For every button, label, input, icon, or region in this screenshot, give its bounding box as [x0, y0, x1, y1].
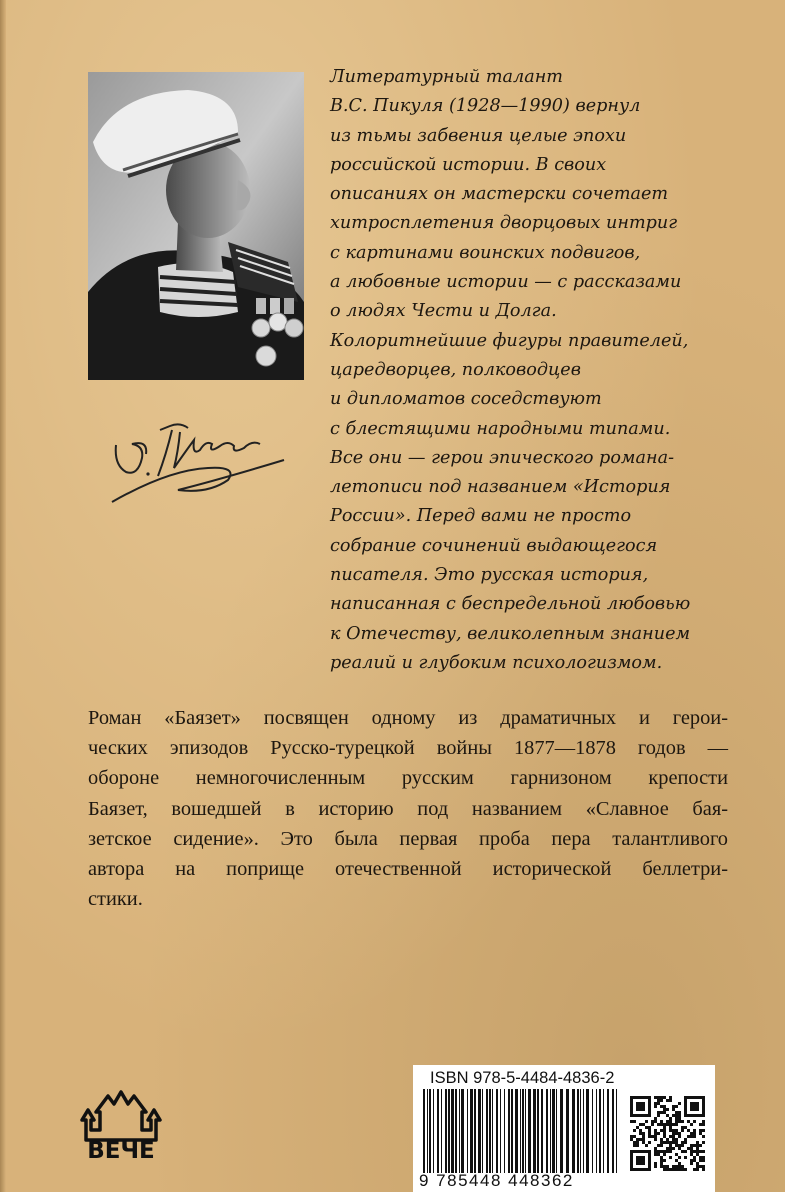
intro-paragraph — [330, 63, 770, 678]
intro-line: с картинами воинских подвигов, — [330, 242, 641, 263]
description-line: Баязет, вошедшей в историю под названием «Славное бая- — [88, 797, 728, 820]
intro-line: описаниях он мастерски сочетает — [330, 184, 669, 205]
description-line: зетское сидение». Это была первая проба пера талантливого — [88, 827, 728, 850]
description-line: автора на поприще отечественной исторической беллетри- — [88, 858, 728, 881]
intro-line: Колоритнейшие фигуры правителей, — [330, 330, 689, 351]
intro-line: летописи под названием «История — [330, 477, 671, 498]
publisher-logo — [80, 1090, 162, 1182]
description-line: ческих эпизодов Русско-турецкой войны 1877—1878 годов — — [88, 737, 728, 760]
cover-edge — [0, 0, 6, 1192]
description-line: стики. — [88, 888, 143, 911]
intro-line: реалий и глубоким психологизмом. — [330, 652, 663, 673]
description-line: обороне немногочисленным русским гарнизоном крепости — [88, 767, 728, 790]
isbn-block — [413, 1065, 715, 1192]
intro-line: с блестящими народными типами. — [330, 418, 671, 439]
intro-line: В.С. Пикуля (1928—1990) вернул — [330, 96, 641, 117]
intro-line: а любовные истории — с рассказами — [330, 272, 682, 293]
intro-line: написанная с беспредельной любовью — [330, 594, 691, 615]
description-paragraph — [88, 703, 728, 914]
barcode — [421, 1089, 623, 1175]
qr-code-icon — [630, 1096, 705, 1171]
veche-tower-icon — [80, 1090, 162, 1142]
intro-line: Литературный талант — [330, 67, 563, 87]
intro-line: из тьмы забвения целые эпохи — [330, 125, 627, 146]
intro-line: о людях Чести и Долга. — [330, 301, 557, 322]
intro-line: царедворцев, полководцев — [330, 359, 581, 380]
intro-line: Все они — герои эпического романа- — [330, 447, 675, 468]
author-photo — [88, 72, 304, 380]
intro-line: и дипломатов соседствуют — [330, 389, 602, 410]
intro-line: собрание сочинений выдающегося — [330, 535, 658, 556]
barcode-digits: 9 785448 448362 — [419, 1171, 574, 1190]
intro-line: России». Перед вами не просто — [330, 506, 632, 527]
intro-line: российской истории. В своих — [330, 154, 607, 175]
intro-line: писателя. Это русская история, — [330, 565, 649, 586]
publisher-name: ВЕЧЕ — [87, 1138, 155, 1164]
intro-line: к Отечеству, великолепным знанием — [330, 623, 691, 644]
author-signature — [108, 410, 288, 520]
isbn-number: ISBN 978-5-4484-4836-2 — [430, 1069, 615, 1087]
description-line: Роман «Баязет» посвящен одному из драматичных и герои- — [88, 707, 728, 729]
intro-line: хитросплетения дворцовых интриг — [330, 213, 678, 234]
